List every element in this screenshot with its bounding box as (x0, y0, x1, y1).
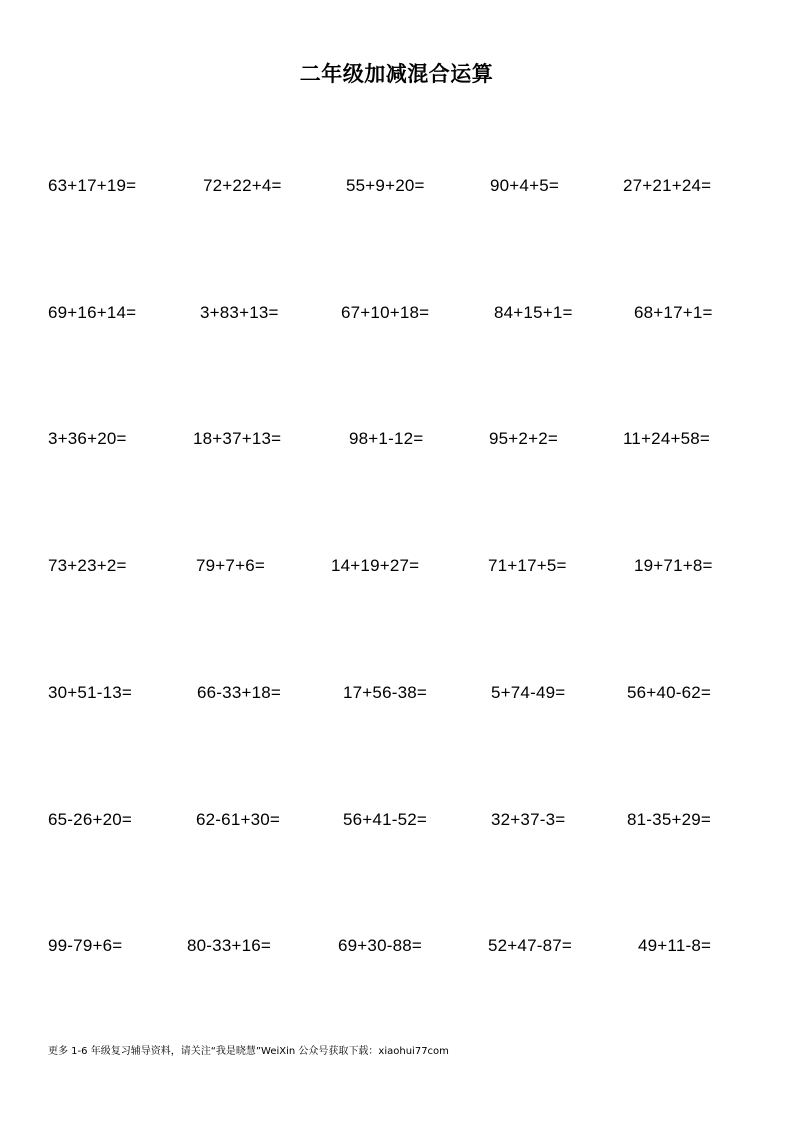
problem: 68+17+1= (634, 303, 713, 322)
problem: 73+23+2= (48, 556, 127, 575)
problem: 65-26+20= (48, 810, 133, 829)
problem: 17+56-38= (343, 683, 428, 702)
problem-row (0, 175, 793, 201)
problem: 3+83+13= (200, 303, 279, 322)
problem: 49+11-8= (638, 936, 712, 955)
problem: 80-33+16= (187, 936, 272, 955)
problem-row (0, 935, 793, 961)
problem: 84+15+1= (494, 303, 573, 322)
footer-note: 更多 1-6 年级复习辅导资料，请关注“我是晓慧”WeiXin 公众号获取下载：xiaohui77com (48, 1046, 449, 1057)
problem-row (0, 302, 793, 328)
problem-row (0, 809, 793, 835)
problem: 71+17+5= (488, 556, 567, 575)
problem: 52+47-87= (488, 936, 573, 955)
problem: 55+9+20= (346, 176, 425, 195)
problem: 63+17+19= (48, 176, 137, 195)
problem: 90+4+5= (490, 176, 560, 195)
problem: 62-61+30= (196, 810, 281, 829)
problem: 32+37-3= (491, 810, 566, 829)
problem: 14+19+27= (331, 556, 420, 575)
problem: 30+51-13= (48, 683, 133, 702)
problem-row (0, 428, 793, 454)
problem: 72+22+4= (203, 176, 282, 195)
problem: 3+36+20= (48, 429, 127, 448)
problem: 95+2+2= (489, 429, 559, 448)
problem: 56+40-62= (627, 683, 712, 702)
problem: 27+21+24= (623, 176, 712, 195)
problem: 18+37+13= (193, 429, 282, 448)
problem: 56+41-52= (343, 810, 428, 829)
problem: 69+16+14= (48, 303, 137, 322)
problem: 98+1-12= (349, 429, 424, 448)
problem: 79+7+6= (196, 556, 266, 575)
page-title: 二年级加减混合运算 (299, 62, 494, 86)
problem: 5+74-49= (491, 683, 566, 702)
problem: 19+71+8= (634, 556, 713, 575)
problem: 69+30-88= (338, 936, 423, 955)
problem-row (0, 555, 793, 581)
problem: 66-33+18= (197, 683, 282, 702)
problem: 81-35+29= (627, 810, 712, 829)
problem: 99-79+6= (48, 936, 123, 955)
problem: 67+10+18= (341, 303, 430, 322)
problem: 11+24+58= (623, 429, 711, 448)
problem-row (0, 682, 793, 708)
